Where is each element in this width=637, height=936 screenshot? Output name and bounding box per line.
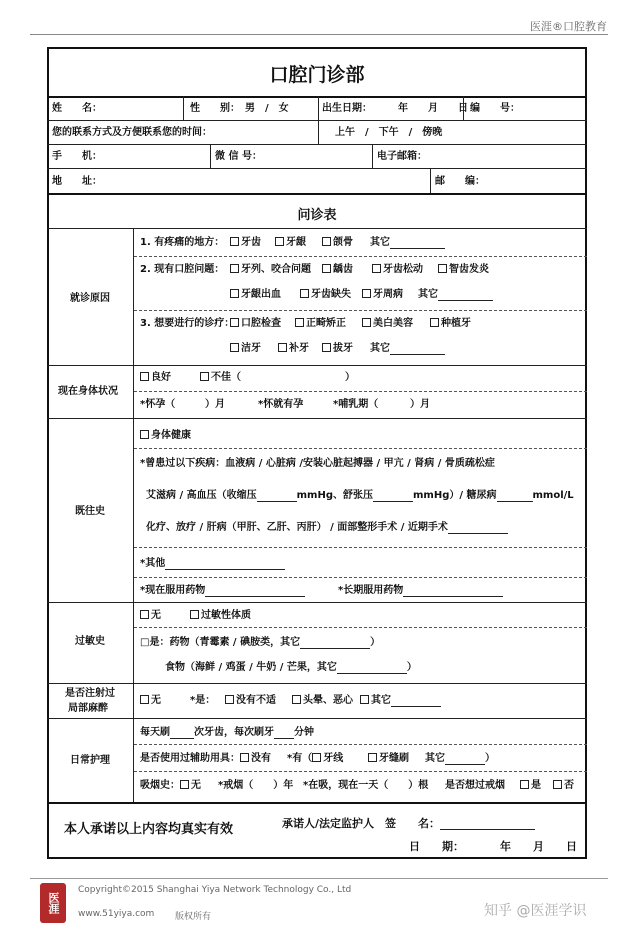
rule (47, 120, 587, 121)
allergy-drug[interactable]: □是：药物（青霉素 / 碘胺类，其它 ） (140, 637, 381, 648)
checkbox[interactable] (275, 237, 284, 246)
checkbox[interactable] (520, 780, 529, 789)
checkbox[interactable] (553, 780, 562, 789)
checkbox[interactable] (225, 695, 234, 704)
rule (47, 718, 587, 719)
q3-other[interactable]: 其它 (370, 343, 445, 355)
dashed-rule (134, 771, 587, 772)
allergy-none[interactable]: 无 (140, 610, 161, 622)
checkbox[interactable] (430, 318, 439, 327)
q2-opt-0[interactable]: 牙列、咬合问题 (230, 264, 311, 276)
checkbox[interactable] (140, 695, 149, 704)
q2-opt-2[interactable]: 牙齿松动 (372, 264, 423, 276)
checkbox[interactable] (140, 610, 149, 619)
rule (47, 168, 587, 169)
checkbox[interactable] (230, 264, 239, 273)
footer-copyright: Copyright©2015 Shanghai Yiya Network Technology Co., Ltd (78, 885, 352, 895)
email-label: 电子邮箱： (377, 151, 427, 162)
anesthesia-other[interactable]: 其它 (360, 695, 441, 707)
divider (430, 168, 431, 193)
rule (47, 96, 587, 98)
q1-opt-jaw[interactable]: 颌骨 (322, 237, 353, 249)
checkbox[interactable] (438, 264, 447, 273)
divider (183, 96, 184, 120)
anesthesia-none[interactable]: 无 (140, 695, 161, 707)
footer-site[interactable]: www.51yiya.com (78, 909, 155, 919)
birth-label: 出生日期： (322, 103, 372, 114)
footer-rule (30, 878, 608, 879)
rule (47, 602, 587, 603)
q3-opt-3[interactable]: 种植牙 (430, 318, 471, 330)
q2b-opt-0[interactable]: 牙龈出血 (230, 289, 281, 301)
care-quit-no[interactable]: 否 (553, 780, 574, 792)
divider (318, 120, 319, 144)
q3-opt-0[interactable]: 口腔检查 (230, 318, 281, 330)
care-want-quit: 是否想过戒烟 (445, 780, 505, 791)
health-good[interactable]: 良好 (140, 372, 171, 384)
birth-units: 年 月 日 (398, 103, 468, 114)
section-label-care: 日常护理 (70, 755, 110, 766)
allergy-food[interactable]: 食物（海鲜 / 鸡蛋 / 牛奶 / 芒果，其它 ） (165, 662, 417, 673)
rule (47, 144, 587, 145)
care-quit-yes[interactable]: 是 (520, 780, 541, 792)
checkbox[interactable] (190, 610, 199, 619)
q2b-opt-2[interactable]: 牙周病 (362, 289, 403, 301)
dashed-rule (134, 256, 587, 257)
section-label-history: 既往史 (75, 506, 105, 517)
checkbox[interactable] (300, 289, 309, 298)
checkbox[interactable] (200, 372, 209, 381)
section-label-anesthesia-1: 是否注射过 (65, 688, 115, 699)
dashed-rule (134, 744, 587, 745)
number-label: 编 号： (470, 103, 520, 114)
checkbox[interactable] (230, 343, 239, 352)
address-label: 地 址： (52, 176, 102, 187)
current-meds[interactable]: *现在服用药物 (140, 585, 305, 597)
dashed-rule (134, 391, 587, 392)
checkbox[interactable] (140, 430, 149, 439)
rule (47, 683, 587, 684)
rule (47, 365, 587, 366)
checkbox[interactable] (322, 237, 331, 246)
q1-label: 1. 有疼痛的地方： (140, 237, 225, 248)
checkbox[interactable] (295, 318, 304, 327)
checkbox[interactable] (230, 318, 239, 327)
dashed-rule (134, 547, 587, 548)
mobile-label: 手 机： (52, 151, 102, 162)
q3-label: 3. 想要进行的诊疗： (140, 318, 235, 329)
care-smoke-quit: *戒烟（ ）年 (218, 780, 294, 791)
care-tools: 是否使用过辅助用具： 没有 (140, 753, 271, 764)
anesthesia-opt2[interactable]: 头晕、恶心 (292, 695, 353, 707)
section-label-allergy: 过敏史 (75, 636, 105, 647)
wechat-label: 微 信 号： (215, 151, 262, 162)
checkbox[interactable] (322, 343, 331, 352)
q2-label: 2. 现有口腔问题： (140, 264, 225, 275)
q3b-opt-1[interactable]: 补牙 (278, 343, 309, 355)
time-options: 上午 / 下午 / 傍晚 (335, 127, 443, 138)
name-label: 姓 名： (52, 103, 102, 114)
nursing-label: *哺乳期（ (333, 399, 379, 410)
checkbox[interactable] (240, 753, 249, 762)
pregnant-label: *怀孕（ (140, 399, 176, 410)
sign-date-units: 年 月 日 (500, 840, 577, 853)
history-other[interactable]: *其他 (140, 558, 285, 570)
page-header (0, 0, 637, 40)
checkbox[interactable] (372, 264, 381, 273)
label-column-divider (133, 228, 134, 803)
q3-opt-2[interactable]: 美白美容 (362, 318, 413, 330)
dashed-rule (134, 577, 587, 578)
history-healthy[interactable]: 身体健康 (140, 430, 191, 442)
q2b-opt-1[interactable]: 牙齿缺失 (300, 289, 351, 301)
care-interdental[interactable]: 牙缝刷 (368, 753, 409, 765)
nursing-close: ）月 (410, 399, 430, 410)
promise-text: 本人承诺以上内容均真实有效 (64, 822, 234, 837)
section-label-reason: 就诊原因 (70, 293, 110, 304)
checkbox[interactable] (362, 289, 371, 298)
q3-opt-1[interactable]: 正畸矫正 (295, 318, 346, 330)
care-tools-yes[interactable]: *有（ 牙线 (287, 753, 344, 764)
zhihu-watermark: 知乎 @医涯学识 (484, 903, 587, 919)
q1-opt-gum[interactable]: 牙龈 (275, 237, 306, 249)
postcode-label: 邮 编： (435, 176, 485, 187)
sign-date-label: 日 期： (409, 840, 464, 853)
q1-opt-teeth[interactable]: 牙齿 (230, 237, 261, 249)
checkbox[interactable] (368, 753, 377, 762)
long-meds[interactable]: *长期服用药物 (338, 585, 503, 597)
q3b-opt-0[interactable]: 洁牙 (230, 343, 261, 355)
q1-other[interactable]: 其它 (370, 237, 445, 249)
history-line2: 艾滋病 / 高血压（收缩压 mmHg、舒张压 mmHg）/ 糖尿病 mmol/L (146, 490, 574, 501)
checkbox[interactable] (360, 695, 369, 704)
questionnaire-title: 问诊表 (297, 208, 337, 223)
anesthesia-opt1[interactable]: 没有不适 (225, 695, 276, 707)
rule (47, 418, 587, 419)
checkbox[interactable] (140, 372, 149, 381)
checkbox[interactable] (180, 780, 189, 789)
divider (210, 144, 211, 168)
rule (47, 802, 587, 804)
history-line1: *曾患过以下疾病：血液病 / 心脏病 /安装心脏起搏器 / 甲亢 / 肾病 / 骨质疏松症 (140, 458, 495, 469)
q2-opt-1[interactable]: 龋齿 (322, 264, 353, 276)
anesthesia-yes: *是： (190, 695, 216, 706)
care-brush[interactable]: 每天刷 次牙齿，每次刷牙 分钟 (140, 727, 314, 738)
guardian-signature[interactable]: 承诺人/法定监护人 签 名： (282, 818, 535, 830)
history-line3: 化疗、放疗 / 肝病（甲肝、乙肝、丙肝） / 面部整形手术 / 近期手术 (146, 522, 508, 534)
checkbox[interactable] (292, 695, 301, 704)
checkbox[interactable] (322, 264, 331, 273)
gender-field: 性 别： 男 / 女 (190, 103, 289, 114)
footer-rights: 版权所有 (175, 912, 212, 922)
dashed-rule (134, 627, 587, 628)
header-rule (30, 34, 608, 35)
section-label-health: 现在身体状况 (58, 386, 118, 397)
q2-opt-3[interactable]: 智齿发炎 (438, 264, 489, 276)
checkbox[interactable] (312, 753, 321, 762)
pregnant-month: ）月 (205, 399, 225, 410)
q3b-opt-2[interactable]: 拔牙 (322, 343, 353, 355)
footer-logo: 医涯 (40, 883, 66, 923)
checkbox[interactable] (230, 237, 239, 246)
brand-text: 医涯®口腔教育 (530, 20, 607, 33)
dashed-rule (134, 310, 587, 311)
dashed-rule (134, 448, 587, 449)
divider (318, 96, 319, 120)
health-bad[interactable]: 不佳（ (200, 372, 241, 384)
rule (47, 193, 587, 195)
section-label-anesthesia-2: 局部麻醉 (68, 703, 108, 714)
care-smoke-now: *在吸，现在一天（ ）根 (303, 780, 429, 791)
checkbox[interactable] (230, 289, 239, 298)
checkbox[interactable] (278, 343, 287, 352)
divider (372, 144, 373, 168)
care-tools-other[interactable]: 其它 ） (425, 753, 495, 764)
care-smoke: 吸烟史： 无 (140, 780, 201, 791)
contact-time-label: 您的联系方式及方便联系您的时间： (52, 127, 212, 138)
form-title: 口腔门诊部 (269, 64, 365, 86)
allergy-allergic[interactable]: 过敏性体质 (190, 610, 251, 622)
checkbox[interactable] (362, 318, 371, 327)
health-bad-close: ） (345, 372, 355, 383)
divider (463, 96, 464, 120)
rule (47, 228, 587, 229)
plan-pregnancy: *怀就有孕 (258, 399, 304, 410)
q2-other[interactable]: 其它 (418, 289, 493, 301)
